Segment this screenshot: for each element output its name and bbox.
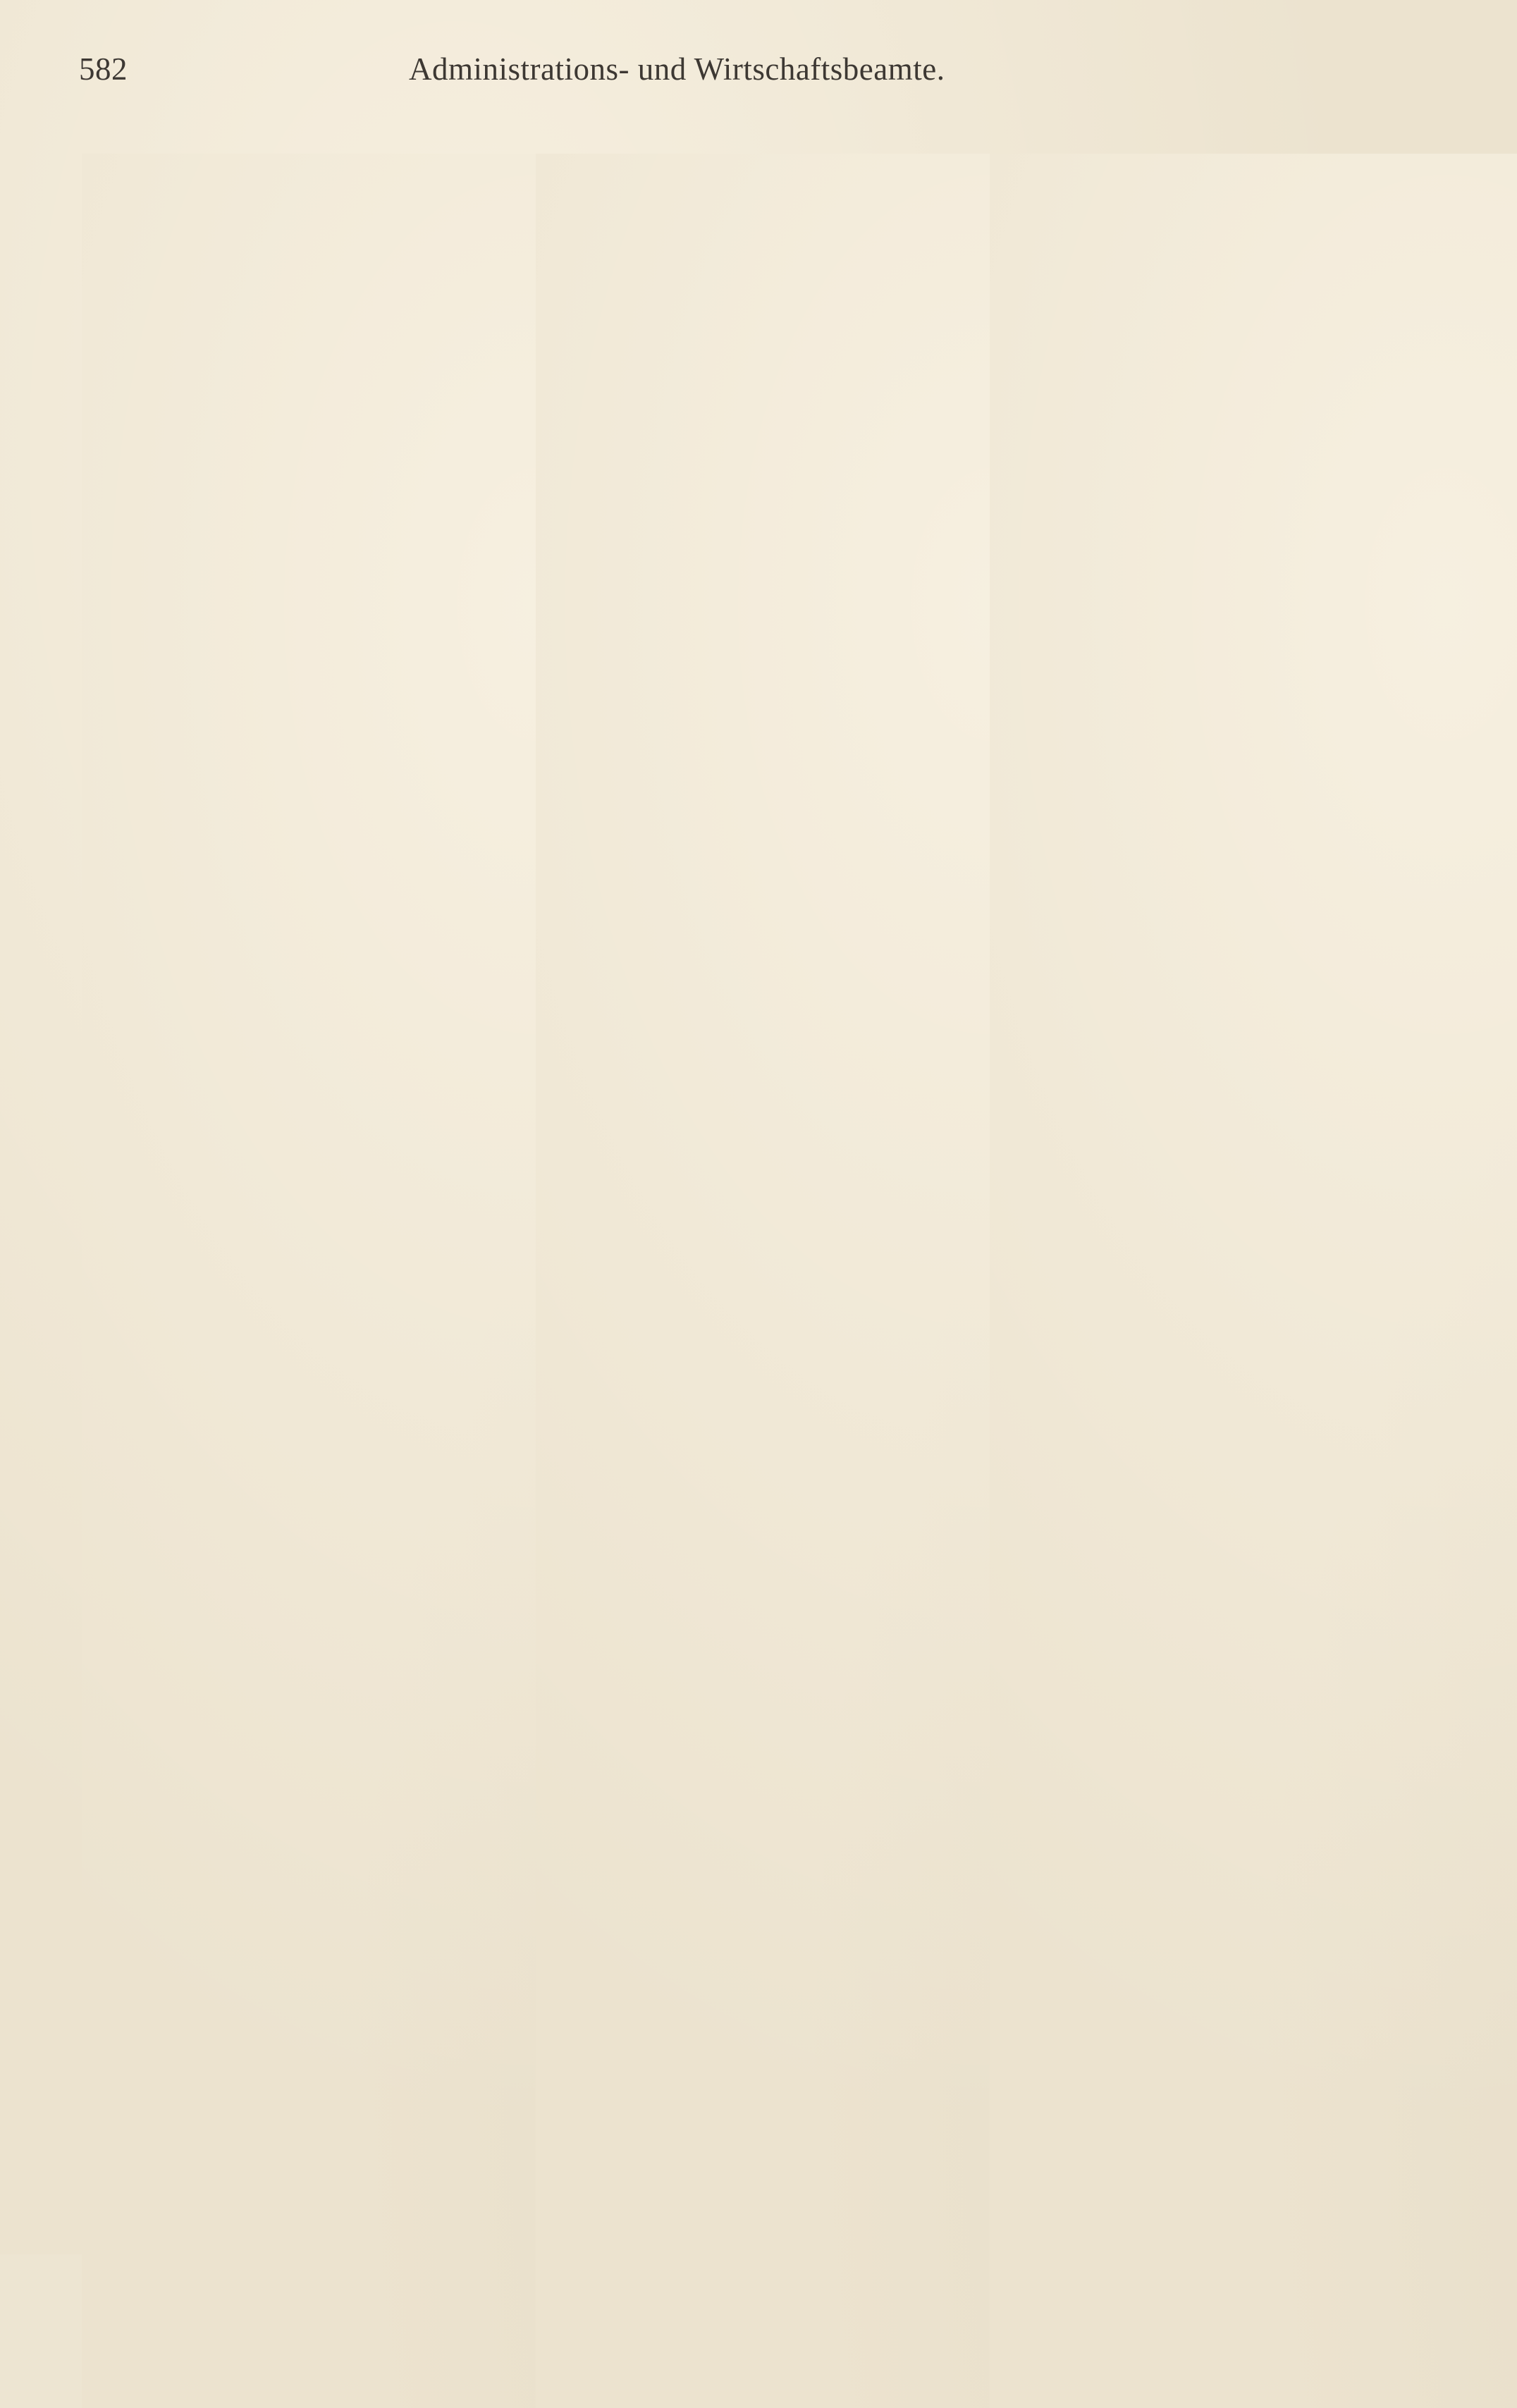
entry-page-number	[536, 2120, 942, 2154]
page-number: 582	[79, 51, 128, 87]
index-column-3	[990, 154, 1396, 2184]
entry-page-number	[82, 2147, 488, 2181]
index-column-1	[82, 154, 488, 2184]
index-entry	[82, 2147, 488, 2181]
running-title: Administrations- und Wirtschaftsbeamte.	[409, 51, 945, 87]
index-entry	[536, 2120, 942, 2154]
index-column-2	[536, 154, 942, 2184]
page-header	[79, 51, 1432, 93]
index-entry	[990, 2156, 1396, 2189]
entry-page-number	[990, 2156, 1396, 2189]
